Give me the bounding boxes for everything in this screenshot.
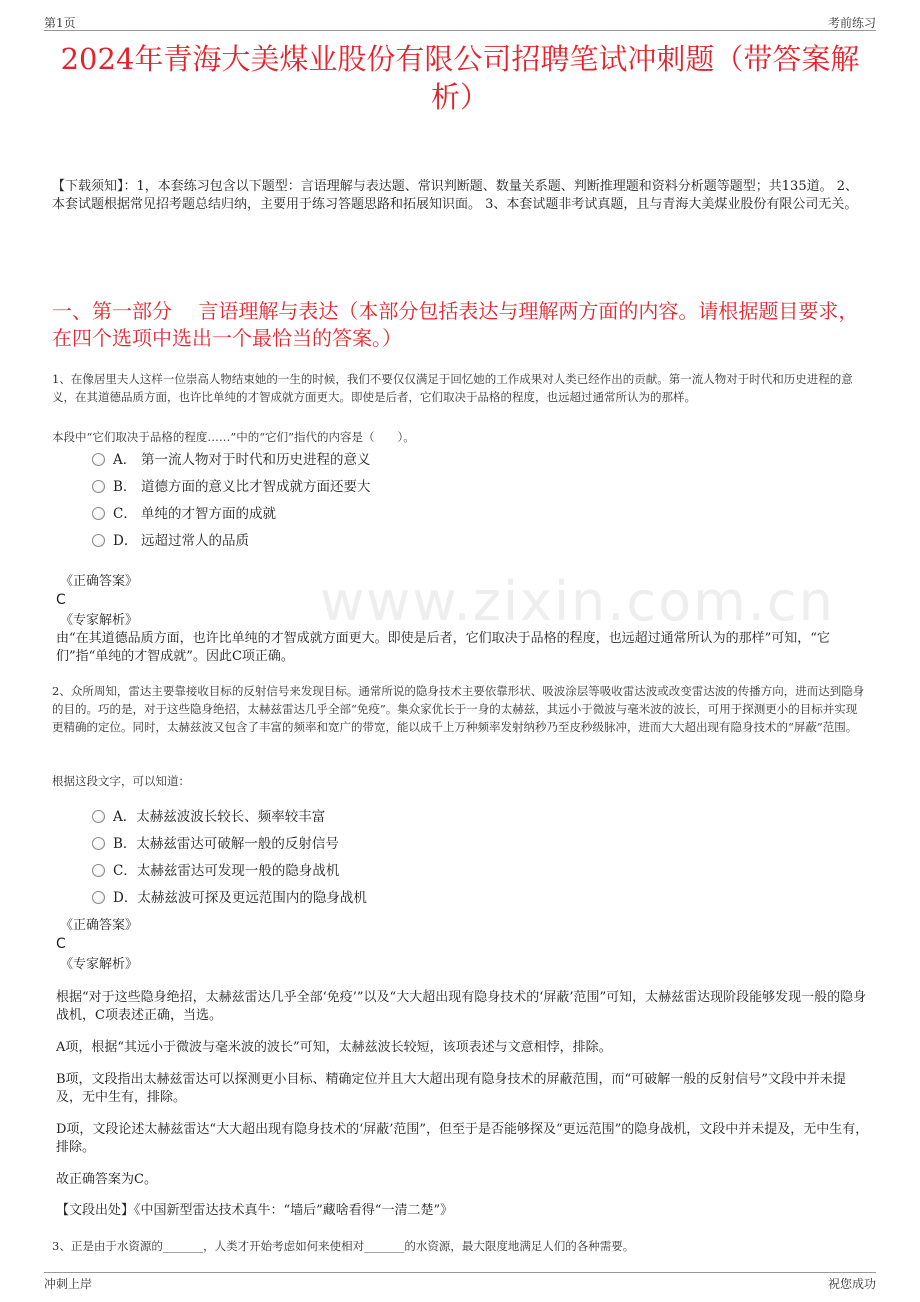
q2-option-a[interactable]: A．太赫兹波波长较长、频率较丰富 — [92, 808, 325, 826]
q2-analysis-para: B项，文段指出太赫兹雷达可以探测更小目标、精确定位并且大大超出现有隐身技术的屏蔽范围，而“可破解一般的反射信号”文段中并未提及，无中生有，排除。 — [56, 1072, 846, 1105]
q1-option-a[interactable]: A． 第一流人物对于时代和历史进程的意义 — [92, 451, 371, 469]
q2-analysis-label: 《专家解析》 — [60, 957, 139, 972]
q2-option-c[interactable]: C．太赫兹雷达可发现一般的隐身战机 — [92, 862, 339, 880]
page-number: 第1页 — [44, 16, 76, 30]
watermark: www.zixin.com.cn — [320, 570, 835, 633]
q1-answer: C — [56, 592, 66, 608]
q1-analysis-label: 《专家解析》 — [60, 613, 139, 628]
header-tag: 考前练习 — [827, 16, 876, 30]
q2-option-b[interactable]: B．太赫兹雷达可破解一般的反射信号 — [92, 835, 339, 853]
q2-analysis-para: 根据“对于这些隐身绝招，太赫兹雷达几乎全部‘免疫’”以及“大大超出现有隐身技术的‘屏蔽’范围”可知，太赫兹雷达现阶段能够发现一般的隐身战机，C项表述正确，当选。 — [56, 990, 867, 1023]
q1-question: 本段中“它们取决于品格的程度……”中的“它们”指代的内容是（ ）。 — [52, 430, 415, 444]
q1-option-c[interactable]: C． 单纯的才智方面的成就 — [92, 505, 276, 523]
q2-passage: 2、众所周知，雷达主要靠接收目标的反射信号来发现目标。通常所说的隐身技术主要依靠形状、吸波涂层等吸收雷达波或改变雷达波的传播方向，进而达到隐身的目的。巧的是，对于这些隐身绝招，太赫兹雷达几乎全部“免疫”。集众家优长于一身的太赫兹，其远小于微波与毫米波的波长，可用于探测更小的目标并实现更精确的定位。同时，太赫兹波又包含了丰富的频率和宽广的带宽，能以成千上万种频率发射纳秒乃至皮秒级脉冲，进而大大超出现有隐身技术的“屏蔽”范围。 — [52, 684, 865, 734]
q2-source: 【文段出处】《中国新型雷达技术真牛：“墙后”藏啥看得“一清二楚”》 — [56, 1203, 454, 1218]
q2-answer: C — [56, 936, 66, 952]
radio-icon[interactable] — [92, 864, 105, 877]
radio-icon[interactable] — [92, 534, 105, 547]
q1-analysis: 由“在其道德品质方面，也许比单纯的才智成就方面更大。即使是后者，它们取决于品格的程度，也远超过通常所认为的那样”可知，“它们”指“单纯的才智成就”。因此C项正确。 — [56, 631, 830, 664]
page-footer — [44, 1272, 876, 1291]
q1-option-b[interactable]: B． 道德方面的意义比才智成就方面还要大 — [92, 478, 371, 496]
q2-analysis-para: 故正确答案为C。 — [56, 1172, 157, 1187]
q2-question: 根据这段文字，可以知道： — [52, 774, 190, 788]
radio-icon[interactable] — [92, 891, 105, 904]
q1-answer-label: 《正确答案》 — [60, 574, 139, 589]
footer-right: 祝您成功 — [827, 1277, 876, 1291]
radio-icon[interactable] — [92, 480, 105, 493]
page-title: 2024年青海大美煤业股份有限公司招聘笔试冲刺题（带答案解析） — [60, 42, 860, 114]
download-notice: 【下载须知】：1，本套练习包含以下题型：言语理解与表达题、常识判断题、数量关系题、判断推理题和资料分析题等题型；共135道。 2、本套试题根据常见招考题总结归纳，主要用于练习答题思路和拓展知识面。 3、本套试题非考试真题，且与青海大美煤业股份有限公司无关。 — [52, 179, 858, 212]
radio-icon[interactable] — [92, 507, 105, 520]
q2-option-d[interactable]: D．太赫兹波可探及更远范围内的隐身战机 — [92, 889, 367, 907]
q2-analysis-para: D项，文段论述太赫兹雷达“大大超出现有隐身技术的‘屏蔽’范围”，但至于是否能够探及“更远范围”的隐身战机，文段中并未提及，无中生有，排除。 — [56, 1122, 869, 1155]
q1-option-d[interactable]: D． 远超过常人的品质 — [92, 532, 249, 550]
page-header — [44, 14, 876, 31]
footer-left: 冲刺上岸 — [44, 1277, 93, 1291]
radio-icon[interactable] — [92, 453, 105, 466]
q2-answer-label: 《正确答案》 — [60, 918, 139, 933]
radio-icon[interactable] — [92, 837, 105, 850]
q1-passage: 1、在像居里夫人这样一位崇高人物结束她的一生的时候，我们不要仅仅满足于回忆她的工作成果对人类已经作出的贡献。第一流人物对于时代和历史进程的意义，在其道德品质方面，也许比单纯的才智成就方面更大。即使是后者，它们取决于品格的程度，也远超过通常所认为的那样。 — [52, 372, 853, 404]
q3-passage: 3、正是由于水资源的_______，人类才开始考虑如何来使相对_______的水资源，最大限度地满足人们的各种需要。 — [52, 1239, 635, 1253]
section-heading: 一、第一部分 言语理解与表达（本部分包括表达与理解两方面的内容。请根据题目要求，在四个选项中选出一个最恰当的答案。） — [52, 299, 859, 350]
radio-icon[interactable] — [92, 810, 105, 823]
q2-analysis-para: A项，根据“其远小于微波与毫米波的波长”可知，太赫兹波长较短，该项表述与文意相悖，排除。 — [56, 1040, 612, 1055]
